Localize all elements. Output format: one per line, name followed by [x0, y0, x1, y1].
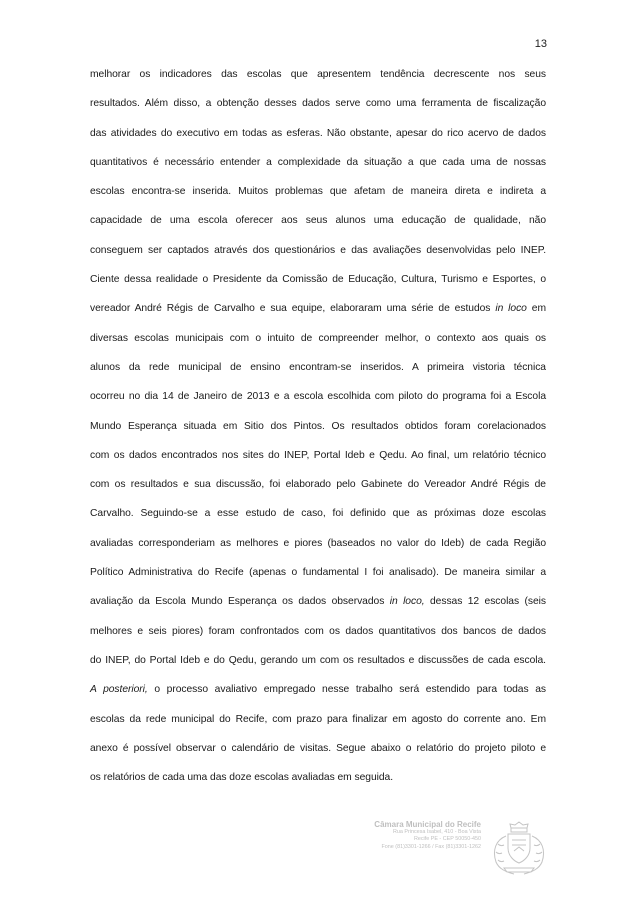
text-line — [90, 416, 546, 445]
text-run: ocorreu no dia 14 de Janeiro de 2013 e a escola escolhida com piloto do programa foi a Escola — [90, 391, 546, 403]
text-line — [90, 123, 546, 152]
text-run: escolas encontra-se inserida. Muitos problemas que afetam de maneira direta e indireta a — [90, 186, 546, 198]
text-run: melhores e seis piores) foram confrontados com os dados quantitativos dos bancos de dados — [90, 625, 546, 637]
footer-address-line: Recife PE - CEP 50050-450 — [413, 836, 481, 843]
text-line — [90, 357, 546, 386]
coat-of-arms-icon — [484, 818, 554, 878]
text-line — [90, 591, 546, 620]
italic-text-run: A posteriori, — [90, 684, 148, 696]
italic-text-run: in loco, — [389, 596, 425, 608]
text-line — [90, 298, 546, 327]
text-run: diversas escolas municipais com o intuito de compreender melhor, o contexto aos quais os — [90, 332, 546, 344]
text-run: resultados. Além disso, a obtenção desses dados serve como uma ferramenta de fiscalização — [90, 98, 546, 110]
text-run: com os resultados e sua discussão, foi elaborado pelo Gabinete do Vereador André Régis de — [90, 479, 546, 491]
text-line — [90, 93, 546, 122]
text-run: quantitativos é necessário entender a complexidade da situação a que cada uma de nossas — [90, 156, 546, 168]
text-line — [90, 269, 546, 298]
text-line — [90, 64, 546, 93]
text-run: em — [526, 303, 546, 315]
text-line — [90, 738, 546, 767]
text-line — [90, 679, 546, 708]
text-run: o processo avaliativo empregado nesse trabalho será estendido para todas as — [147, 684, 546, 696]
text-run: anexo é possível observar o calendário de visitas. Segue abaixo o relatório do projeto piloto e — [90, 742, 546, 754]
text-run: avaliação da Escola Mundo Esperança os dados observados — [90, 596, 390, 608]
text-line — [90, 328, 546, 357]
text-run: capacidade de uma escola oferecer aos seus alunos uma educação de qualidade, não — [90, 215, 546, 227]
footer-letterhead — [346, 818, 556, 878]
text-line — [90, 767, 546, 796]
text-line — [90, 474, 546, 503]
text-line — [90, 650, 546, 679]
text-run: avaliadas corresponderiam as melhores e piores (baseados no valor do Ideb) de cada Região — [90, 537, 546, 549]
text-line — [90, 152, 546, 181]
text-line — [90, 533, 546, 562]
text-run: Ciente dessa realidade o Presidente da Comissão de Educação, Cultura, Turismo e Esportes, o — [90, 274, 546, 286]
text-line — [90, 210, 546, 239]
text-line — [90, 386, 546, 415]
body-paragraph — [90, 64, 546, 796]
text-run: dessas 12 escolas (seis — [424, 596, 547, 608]
footer-phone: Fone (81)3301-1266 / Fax (81)3301-1262 — [381, 843, 481, 850]
text-run: Mundo Esperança situada em Sitio dos Pintos. Os resultados obtidos foram corelacionados — [90, 420, 546, 432]
text-run: Carvalho. Seguindo-se a esse estudo de caso, foi definido que as próximas doze escolas — [90, 508, 546, 520]
text-line — [90, 181, 546, 210]
text-run: alunos da rede municipal de ensino encontram-se inseridos. A primeira vistoria técnica — [90, 361, 546, 373]
text-run: escolas da rede municipal do Recife, com prazo para finalizar em agosto do corrente ano. Em — [90, 713, 546, 725]
text-line — [90, 240, 546, 269]
text-line — [90, 709, 546, 738]
footer-organization: Câmara Municipal do Recife — [374, 820, 481, 829]
page-number: 13 — [534, 38, 547, 50]
text-run: Político Administrativa do Recife (apenas o fundamental I foi analisado). De maneira similar a — [90, 567, 546, 579]
text-run: melhorar os indicadores das escolas que apresentem tendência decrescente nos seus — [90, 69, 546, 80]
italic-text-run: in loco — [495, 303, 527, 315]
footer-address-block — [346, 820, 481, 851]
footer-address-line: Rua Princesa Isabel, 410 - Boa Vista — [393, 829, 481, 835]
text-run: das atividades do executivo em todas as esferas. Não obstante, apesar do rico acervo de dados — [90, 127, 546, 139]
text-run: com os dados encontrados nos sites do INEP, Portal Ideb e Qedu. Ao final, um relatório técnico — [90, 449, 546, 461]
text-line — [90, 562, 546, 591]
text-run: vereador André Régis de Carvalho e sua equipe, elaboraram uma série de estudos — [90, 303, 496, 315]
text-line — [90, 503, 546, 532]
text-run: os relatórios de cada uma das doze escolas avaliadas em seguida. — [90, 772, 394, 784]
text-run: conseguem ser captados através dos questionários e das avaliações desenvolvidas pelo INEP. — [90, 244, 546, 256]
text-run: do INEP, do Portal Ideb e do Qedu, gerando um com os resultados e discussões de cada escola. — [90, 654, 546, 666]
text-line — [90, 445, 546, 474]
text-line — [90, 621, 546, 650]
